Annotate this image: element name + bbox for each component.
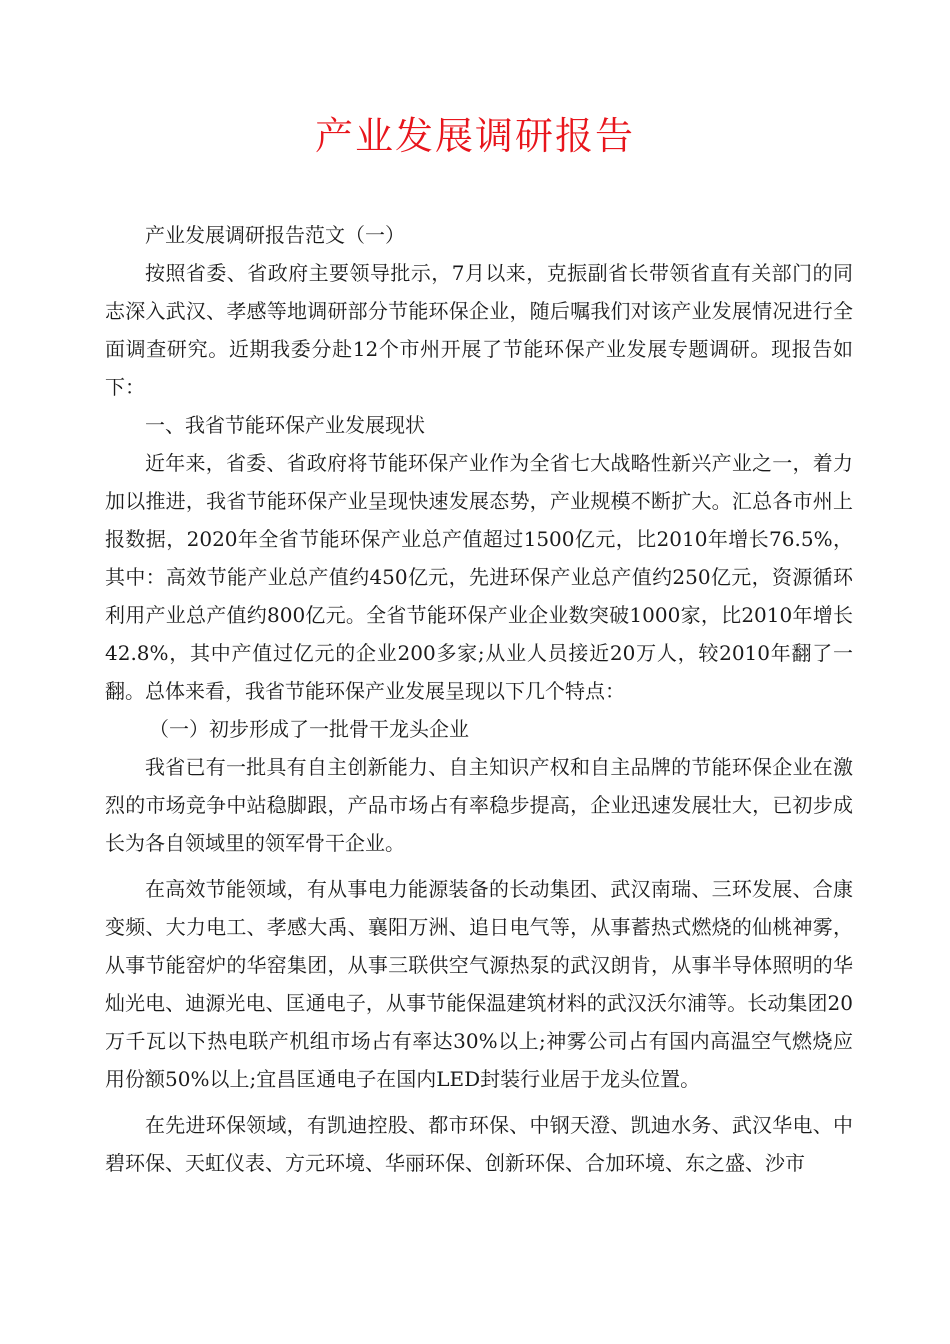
intro-paragraph: 按照省委、省政府主要领导批示，7月以来，克振副省长带领省直有关部门的同志深入武汉、孝感等地调研部分节能环保企业，随后嘱我们对该产业发展情况进行全面调查研究。近期我委分赴12个市州开展了节能环保产业发展专题调研。现报告如下： [105,261,853,399]
environmental-paragraph: 在先进环保领域，有凯迪控股、都市环保、中钢天澄、凯迪水务、武汉华电、中碧环保、天虹仪表、方元环境、华丽环保、创新环保、合加环境、东之盛、沙市 [105,1113,853,1175]
document-body [105,216,853,1182]
section-heading: 一、我省节能环保产业发展现状 [145,413,425,437]
energy-saving-paragraph: 在高效节能领域，有从事电力能源装备的长动集团、武汉南瑞、三环发展、合康变频、大力电工、孝感大禹、襄阳万洲、追日电气等，从事蓄热式燃烧的仙桃神雾，从事节能窑炉的华窑集团，从事三联供空气源热泵的武汉朗肯，从事半导体照明的华灿光电、迪源光电、匡通电子，从事节能保温建筑材料的武汉沃尔浦等。长动集团20万千瓦以下热电联产机组市场占有率达30%以上;神雾公司占有国内高温空气燃烧应用份额50%以上;宜昌匡通电子在国内LED封装行业居于龙头位置。 [105,877,853,1091]
subsection-heading: （一）初步形成了一批骨干龙头企业 [149,717,469,741]
section-subtitle: 产业发展调研报告范文（一） [145,223,405,247]
status-paragraph: 近年来，省委、省政府将节能环保产业作为全省七大战略性新兴产业之一，着力加以推进，我省节能环保产业呈现快速发展态势，产业规模不断扩大。汇总各市州上报数据，2020年全省节能环保产业总产值超过1500亿元，比2010年增长76.5%，其中：高效节能产业总产值约450亿元，先进环保产业总产值约250亿元，资源循环利用产业总产值约800亿元。全省节能环保产业企业数突破1000家，比2010年增长42.8%，其中产值过亿元的企业200多家;从业人员接近20万人，较2010年翻了一翻。总体来看，我省节能环保产业发展呈现以下几个特点： [105,451,853,703]
document-title: 产业发展调研报告 [314,114,635,158]
leading-enterprises-paragraph: 我省已有一批具有自主创新能力、自主知识产权和自主品牌的节能环保企业在激烈的市场竞争中站稳脚跟，产品市场占有率稳步提高，企业迅速发展壮大，已初步成长为各自领域里的领军骨干企业。 [105,755,853,855]
